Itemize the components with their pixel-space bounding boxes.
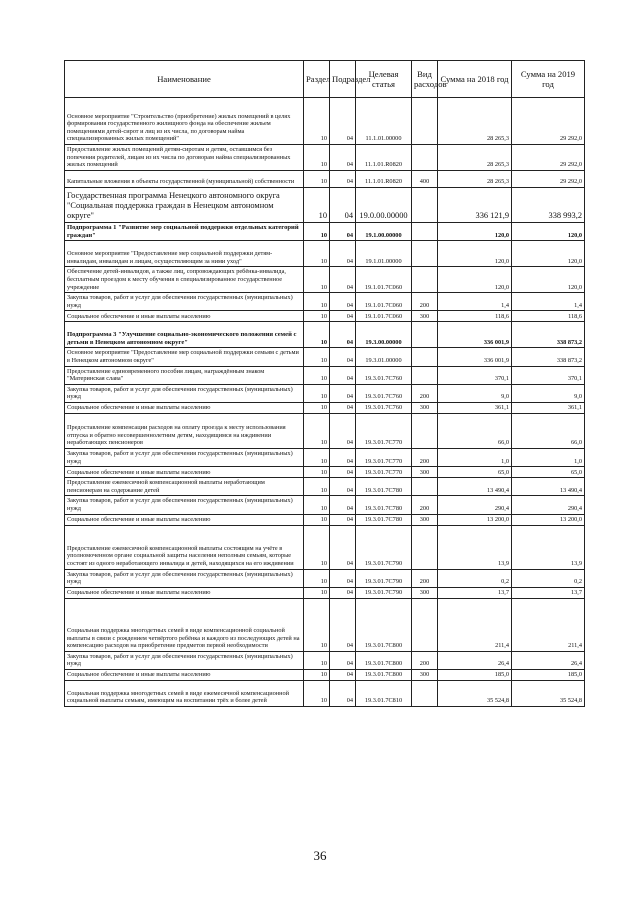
table-row — [65, 496, 585, 514]
row-sum-2018: 120,0 — [438, 223, 512, 241]
row-sum-2018: 66,0 — [438, 413, 512, 448]
table-row — [65, 311, 585, 322]
row-name: Основное мероприятие "Предоставление мер социальной поддержки семьям с детьми в Ненецком автономном округе" — [65, 348, 304, 366]
row-target: 19.3.01.7С770 — [356, 448, 412, 466]
row-sum-2019: 26,4 — [512, 651, 585, 669]
table-row — [65, 587, 585, 598]
row-name: Подпрограмма 1 "Развитие мер социальной поддержки отдельных категорий граждан" — [65, 223, 304, 241]
row-type — [412, 525, 438, 569]
row-section: 10 — [304, 598, 330, 651]
table-row — [65, 598, 585, 651]
row-name: Социальное обеспечение и иные выплаты населению — [65, 669, 304, 680]
row-subsection: 04 — [330, 98, 356, 145]
row-type: 300 — [412, 587, 438, 598]
row-type — [412, 322, 438, 348]
row-section: 10 — [304, 267, 330, 293]
row-type — [412, 98, 438, 145]
row-subsection: 04 — [330, 467, 356, 478]
row-name: Закупка товаров, работ и услуг для обеспечения государственных (муниципальных) нужд — [65, 293, 304, 311]
table-row — [65, 145, 585, 171]
row-type — [412, 223, 438, 241]
row-target: 19.3.01.00000 — [356, 348, 412, 366]
row-subsection: 04 — [330, 402, 356, 413]
row-section: 10 — [304, 98, 330, 145]
row-sum-2018: 1,4 — [438, 293, 512, 311]
row-subsection: 04 — [330, 587, 356, 598]
row-sum-2018: 26,4 — [438, 651, 512, 669]
row-subsection: 04 — [330, 145, 356, 171]
row-sum-2018: 290,4 — [438, 496, 512, 514]
row-target: 19.0.00.00000 — [356, 188, 412, 223]
row-sum-2019: 65,0 — [512, 467, 585, 478]
row-sum-2018: 28 265,3 — [438, 171, 512, 188]
row-name: Закупка товаров, работ и услуг для обеспечения государственных (муниципальных) нужд — [65, 569, 304, 587]
table-row — [65, 680, 585, 706]
row-section: 10 — [304, 366, 330, 384]
row-name: Социальная поддержка многодетных семей в виде ежемесячной компенсационной социальной выплаты семьям, имеющим на воспитании трёх и более детей — [65, 680, 304, 706]
row-sum-2019: 13 200,0 — [512, 514, 585, 525]
row-section: 10 — [304, 478, 330, 496]
row-subsection: 04 — [330, 348, 356, 366]
row-type — [412, 188, 438, 223]
row-type: 300 — [412, 311, 438, 322]
row-section: 10 — [304, 669, 330, 680]
table-row — [65, 267, 585, 293]
row-name: Предоставление единовременного пособия лицам, награждённым знаком "Материнская слава" — [65, 366, 304, 384]
row-subsection: 04 — [330, 525, 356, 569]
row-target: 19.3.01.7С790 — [356, 525, 412, 569]
row-type: 300 — [412, 514, 438, 525]
row-type — [412, 145, 438, 171]
row-section: 10 — [304, 188, 330, 223]
row-sum-2018: 13,9 — [438, 525, 512, 569]
row-target: 19.3.01.7С780 — [356, 514, 412, 525]
table-header-row — [65, 61, 585, 98]
row-type — [412, 366, 438, 384]
row-subsection: 04 — [330, 366, 356, 384]
table-row — [65, 413, 585, 448]
row-sum-2018: 120,0 — [438, 241, 512, 267]
row-subsection: 04 — [330, 241, 356, 267]
table-row — [65, 241, 585, 267]
row-sum-2018: 9,0 — [438, 384, 512, 402]
budget-table — [64, 60, 585, 707]
table-row — [65, 651, 585, 669]
header-section: Раздел — [304, 61, 330, 98]
row-type — [412, 413, 438, 448]
row-type — [412, 680, 438, 706]
row-type: 200 — [412, 448, 438, 466]
row-sum-2019: 0,2 — [512, 569, 585, 587]
row-section: 10 — [304, 496, 330, 514]
table-row — [65, 525, 585, 569]
row-section: 10 — [304, 467, 330, 478]
row-subsection: 04 — [330, 171, 356, 188]
row-name: Подпрограмма 3 "Улучшение социально-экономического положения семей с детьми в Ненецком автономном округе" — [65, 322, 304, 348]
table-row — [65, 569, 585, 587]
row-sum-2018: 120,0 — [438, 267, 512, 293]
row-type: 300 — [412, 669, 438, 680]
row-target: 19.1.01.00000 — [356, 241, 412, 267]
table-row — [65, 322, 585, 348]
row-type — [412, 348, 438, 366]
row-name: Государственная программа Ненецкого автономного округа "Социальная поддержка граждан в Ненецком автономном округе" — [65, 188, 304, 223]
row-type: 300 — [412, 402, 438, 413]
row-target: 19.3.01.7С760 — [356, 402, 412, 413]
row-name: Социальная поддержка многодетных семей в виде компенсационной социальной выплаты в связи с рождением четвёртого ребёнка и каждого из последующих детей на компенсацию расходов на приобретение предметов первой необходимости — [65, 598, 304, 651]
row-name: Предоставление компенсации расходов на оплату проезда к месту использования отпуска и обратно несовершеннолетним детям, находящимся на иждивении неработающих пенсионеров — [65, 413, 304, 448]
row-sum-2019: 361,1 — [512, 402, 585, 413]
row-target: 19.1.01.7С060 — [356, 293, 412, 311]
row-type — [412, 598, 438, 651]
header-name: Наименование — [65, 61, 304, 98]
row-section: 10 — [304, 569, 330, 587]
table-row — [65, 223, 585, 241]
row-type: 300 — [412, 467, 438, 478]
row-target: 19.3.01.7С790 — [356, 569, 412, 587]
row-subsection: 04 — [330, 478, 356, 496]
row-section: 10 — [304, 413, 330, 448]
row-sum-2018: 118,6 — [438, 311, 512, 322]
row-sum-2018: 13 200,0 — [438, 514, 512, 525]
row-section: 10 — [304, 651, 330, 669]
row-target: 19.3.01.7С760 — [356, 366, 412, 384]
row-sum-2018: 336 001,9 — [438, 348, 512, 366]
row-type — [412, 478, 438, 496]
row-name: Предоставление жилых помещений детям-сиротам и детям, оставшимся без попечения родителей, лицам из их числа по договорам найма специализированных жилых помещений — [65, 145, 304, 171]
row-sum-2019: 185,0 — [512, 669, 585, 680]
row-subsection: 04 — [330, 188, 356, 223]
table-row — [65, 384, 585, 402]
table-row — [65, 467, 585, 478]
row-sum-2019: 370,1 — [512, 366, 585, 384]
row-subsection: 04 — [330, 669, 356, 680]
table-row — [65, 448, 585, 466]
table-row — [65, 188, 585, 223]
row-sum-2018: 211,4 — [438, 598, 512, 651]
row-target: 19.3.01.7С770 — [356, 467, 412, 478]
table-row — [65, 348, 585, 366]
row-sum-2018: 28 265,3 — [438, 98, 512, 145]
row-target: 19.3.00.00000 — [356, 322, 412, 348]
row-subsection: 04 — [330, 267, 356, 293]
row-sum-2019: 29 292,0 — [512, 145, 585, 171]
row-name: Социальное обеспечение и иные выплаты населению — [65, 402, 304, 413]
row-target: 11.1.01.R0820 — [356, 171, 412, 188]
row-type — [412, 267, 438, 293]
row-sum-2018: 185,0 — [438, 669, 512, 680]
row-sum-2019: 290,4 — [512, 496, 585, 514]
row-sum-2019: 120,0 — [512, 223, 585, 241]
header-sum-2018: Сумма на 2018 год — [438, 61, 512, 98]
row-subsection: 04 — [330, 496, 356, 514]
row-sum-2019: 211,4 — [512, 598, 585, 651]
row-target: 19.3.01.7С780 — [356, 478, 412, 496]
table-row — [65, 669, 585, 680]
row-name: Предоставление ежемесячной компенсационной выплаты неработающим пенсионерам на содержание детей — [65, 478, 304, 496]
row-sum-2018: 35 524,8 — [438, 680, 512, 706]
row-section: 10 — [304, 448, 330, 466]
row-section: 10 — [304, 348, 330, 366]
row-subsection: 04 — [330, 680, 356, 706]
row-section: 10 — [304, 145, 330, 171]
row-name: Капитальные вложения в объекты государственной (муниципальной) собственности — [65, 171, 304, 188]
row-name: Закупка товаров, работ и услуг для обеспечения государственных (муниципальных) нужд — [65, 384, 304, 402]
row-sum-2019: 66,0 — [512, 413, 585, 448]
header-target: Целевая статья — [356, 61, 412, 98]
row-type: 200 — [412, 651, 438, 669]
table-row — [65, 478, 585, 496]
row-target: 19.1.01.7С060 — [356, 311, 412, 322]
header-subsection: Подраздел — [330, 61, 356, 98]
row-subsection: 04 — [330, 384, 356, 402]
row-name: Закупка товаров, работ и услуг для обеспечения государственных (муниципальных) нужд — [65, 496, 304, 514]
row-type: 200 — [412, 384, 438, 402]
row-section: 10 — [304, 514, 330, 525]
row-sum-2019: 118,6 — [512, 311, 585, 322]
budget-document — [64, 60, 584, 707]
row-sum-2019: 29 292,0 — [512, 98, 585, 145]
row-section: 10 — [304, 587, 330, 598]
row-name: Основное мероприятие "Предоставление мер социальной поддержки детям-инвалидам, инвалидам и лицам, осуществляющим за ними уход" — [65, 241, 304, 267]
row-name: Социальное обеспечение и иные выплаты населению — [65, 587, 304, 598]
table-row — [65, 514, 585, 525]
row-sum-2018: 13 490,4 — [438, 478, 512, 496]
row-target: 19.3.01.7С800 — [356, 651, 412, 669]
row-sum-2018: 370,1 — [438, 366, 512, 384]
row-type: 200 — [412, 569, 438, 587]
row-subsection: 04 — [330, 413, 356, 448]
row-section: 10 — [304, 322, 330, 348]
row-sum-2019: 13,9 — [512, 525, 585, 569]
row-target: 19.3.01.7С770 — [356, 413, 412, 448]
row-sum-2019: 9,0 — [512, 384, 585, 402]
row-sum-2018: 65,0 — [438, 467, 512, 478]
row-subsection: 04 — [330, 598, 356, 651]
row-name: Обеспечение детей-инвалидов, а также лиц, сопровождающих ребёнка-инвалида, бесплатным проездом к месту обучения в специализированное государственное учреждение — [65, 267, 304, 293]
row-section: 10 — [304, 525, 330, 569]
row-subsection: 04 — [330, 293, 356, 311]
row-target: 19.1.01.7С060 — [356, 267, 412, 293]
table-row — [65, 293, 585, 311]
header-sum-2019: Сумма на 2019 год — [512, 61, 585, 98]
row-name: Предоставление ежемесячной компенсационной выплаты состоящим на учёте в уполномоченном органе социальной защиты населения неполным семьям, которые состоят из одного неработающего инвалида и детей, находящихся на его иждивении — [65, 525, 304, 569]
row-target: 11.1.01.00000 — [356, 98, 412, 145]
page-number: 36 — [313, 848, 327, 863]
row-target: 19.3.01.7С810 — [356, 680, 412, 706]
row-section: 10 — [304, 223, 330, 241]
row-section: 10 — [304, 402, 330, 413]
row-type: 200 — [412, 496, 438, 514]
row-sum-2018: 336 121,9 — [438, 188, 512, 223]
row-sum-2019: 1,4 — [512, 293, 585, 311]
row-sum-2018: 0,2 — [438, 569, 512, 587]
row-sum-2019: 338 873,2 — [512, 322, 585, 348]
row-sum-2019: 120,0 — [512, 241, 585, 267]
row-section: 10 — [304, 680, 330, 706]
row-type: 400 — [412, 171, 438, 188]
row-sum-2019: 13 490,4 — [512, 478, 585, 496]
row-subsection: 04 — [330, 311, 356, 322]
row-subsection: 04 — [330, 569, 356, 587]
row-subsection: 04 — [330, 514, 356, 525]
row-name: Социальное обеспечение и иные выплаты населению — [65, 311, 304, 322]
row-sum-2018: 1,0 — [438, 448, 512, 466]
row-target: 19.3.01.7С780 — [356, 496, 412, 514]
row-target: 19.3.01.7С790 — [356, 587, 412, 598]
row-name: Социальное обеспечение и иные выплаты населению — [65, 467, 304, 478]
row-type: 200 — [412, 293, 438, 311]
row-sum-2019: 29 292,0 — [512, 171, 585, 188]
row-name: Закупка товаров, работ и услуг для обеспечения государственных (муниципальных) нужд — [65, 651, 304, 669]
row-sum-2018: 361,1 — [438, 402, 512, 413]
table-row — [65, 98, 585, 145]
row-target: 19.3.01.7С800 — [356, 669, 412, 680]
table-row — [65, 366, 585, 384]
row-target: 19.1.00.00000 — [356, 223, 412, 241]
row-sum-2018: 28 265,3 — [438, 145, 512, 171]
row-sum-2019: 1,0 — [512, 448, 585, 466]
row-name: Закупка товаров, работ и услуг для обеспечения государственных (муниципальных) нужд — [65, 448, 304, 466]
row-name: Социальное обеспечение и иные выплаты населению — [65, 514, 304, 525]
row-section: 10 — [304, 241, 330, 267]
row-sum-2019: 35 524,8 — [512, 680, 585, 706]
row-subsection: 04 — [330, 223, 356, 241]
row-target: 19.3.01.7С800 — [356, 598, 412, 651]
row-section: 10 — [304, 171, 330, 188]
row-sum-2018: 13,7 — [438, 587, 512, 598]
row-sum-2019: 338 993,2 — [512, 188, 585, 223]
row-section: 10 — [304, 311, 330, 322]
row-subsection: 04 — [330, 651, 356, 669]
table-row — [65, 402, 585, 413]
row-section: 10 — [304, 384, 330, 402]
header-type: Вид расходов — [412, 61, 438, 98]
row-sum-2019: 120,0 — [512, 267, 585, 293]
row-target: 19.3.01.7С760 — [356, 384, 412, 402]
row-type — [412, 241, 438, 267]
row-sum-2018: 336 001,9 — [438, 322, 512, 348]
row-subsection: 04 — [330, 322, 356, 348]
row-name: Основное мероприятие "Строительство (приобретение) жилых помещений в целях формирования государственного жилищного фонда на обеспечение жильем помещениями детей-сирот и лиц из их числа, по договорам найма специализированных жилых помещений" — [65, 98, 304, 145]
row-sum-2019: 13,7 — [512, 587, 585, 598]
row-section: 10 — [304, 293, 330, 311]
row-sum-2019: 338 873,2 — [512, 348, 585, 366]
row-subsection: 04 — [330, 448, 356, 466]
row-target: 11.1.01.R0820 — [356, 145, 412, 171]
table-row — [65, 171, 585, 188]
